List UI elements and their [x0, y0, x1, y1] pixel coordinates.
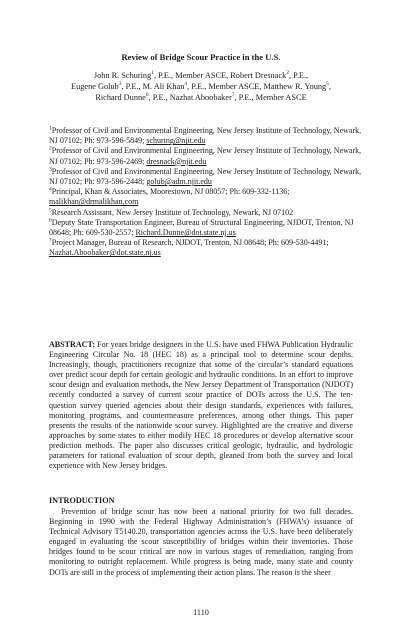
- affiliation-4: $^4$Principal, Khan & Associates, Moorestown, NJ 08057; Ph: 609-332-1136; malikhan@drmalikhan.com: [49, 186, 290, 207]
- affiliation-list: [49, 126, 367, 259]
- affiliation-6: $^6$Deputy State Transportation Engineer, Bureau of Structural Engineering, NJDOT, Trenton, NJ 08648; Ph: 609-530-2557; Richard.Dunne@dot.state.nj.us: [49, 217, 354, 238]
- affiliation-7: $^7$Project Manager, Bureau of Research, NJDOT, Trenton, NJ 08648; Ph: 609-530-4491; Nazhat.Aboobaker@dot.state.nj.us: [49, 237, 329, 258]
- email-link[interactable]: dresnack@njit.edu: [146, 156, 207, 166]
- email-link[interactable]: Nazhat.Aboobaker@dot.state.nj.us: [49, 248, 161, 258]
- affiliation-5: $^5$Research Assistant, New Jersey Institute of Technology, Newark, NJ 07102: [49, 206, 294, 217]
- introduction-text: Prevention of bridge scour has now been a national priority for two full decades. Beginning in 1990 with the Federal Highway Administration’s (FHWA’s) issuance of Technical Advisory T5140.20, transportation agencies across the U.S. have been deliberately engaged in evaluating the scour susceptibility of bridges within their inventories. Those bridges found to be scour critical are now in various stages of remediation, ranging from monitoring to outright replacement. While progress is being made, many state and county DOTs are still in the process of implementing their action plans. The reason is the sheer: [49, 507, 353, 577]
- author-line-1: John R. Schuring$^1$, P.E., Member ASCE, Robert Dresnack$^2$, P.E.,: [93, 70, 309, 80]
- abstract-label: ABSTRACT:: [49, 340, 95, 349]
- email-link[interactable]: Richard.Dunne@dot.state.nj.us: [135, 228, 236, 238]
- abstract: [49, 340, 353, 471]
- affiliation-2: $^2$Professor of Civil and Environmental Engineering, New Jersey Institute of Technology, Newark, NJ 07102; Ph: 973-596-2469; dresnack@njit.edu: [49, 145, 362, 166]
- affiliation-1: $^1$Professor of Civil and Environmental Engineering, New Jersey Institute of Technology, Newark, NJ 07102; Ph: 973-596-5849; schuring@njit.edu: [49, 125, 362, 146]
- paper-title: Review of Bridge Scour Practice in the U.S.: [121, 52, 281, 62]
- abstract-text: For years bridge designers in the U.S. have used FHWA Publication Hydraulic Engineering Circular No. 18 (HEC 18) as a principal tool to determine scour depths. Increasingly, though, practitioners recognize that some of the circular’s standard equations over predict scour depth for certain geologic and hydraulic conditions. In an effort to improve scour design and evaluation methods, the New Jersey Department of Transportation (NJDOT) recently conducted a survey of current scour practice of DOTs across the U.S. The ten-question survey queried agencies about their design standards, experiences with failures, monitoring programs, and countermeasure preferences, among other things. This paper presents the results of the nationwide scour survey. Highlighted are the creative and diverse approaches by some states to either modify HEC 18 procedures or develop alternative scour prediction methods. The paper also discusses critical geologic, hydraulic, and hydrologic parameters for rational evaluation of scour depth, gleaned from both the survey and local experience with New Jersey bridges.: [49, 340, 354, 471]
- email-link[interactable]: malikhan@drmalikhan.com: [49, 197, 139, 207]
- author-list: [40, 70, 362, 103]
- email-link[interactable]: golub@adm.njit.edu: [146, 177, 212, 187]
- email-link[interactable]: schuring@njit.edu: [146, 136, 206, 146]
- author-line-3: Richard Dunne$^6$, P.E., Nazhat Aboobaker$^7$, P.E., Member ASCE: [95, 92, 307, 102]
- affiliation-3: $^3$Professor of Civil and Environmental Engineering, New Jersey Institute of Technology, Newark, NJ 07102; Ph: 973-596-2448; golub@adm.njit.edu: [49, 166, 362, 187]
- author-line-2: Eugene Golub$^3$, P.E., M. Ali Khan$^4$, P.E., Member ASCE, Matthew R. Young$^5$,: [71, 81, 331, 91]
- page-number: 1110: [193, 608, 209, 617]
- section-heading: INTRODUCTION: [49, 496, 115, 505]
